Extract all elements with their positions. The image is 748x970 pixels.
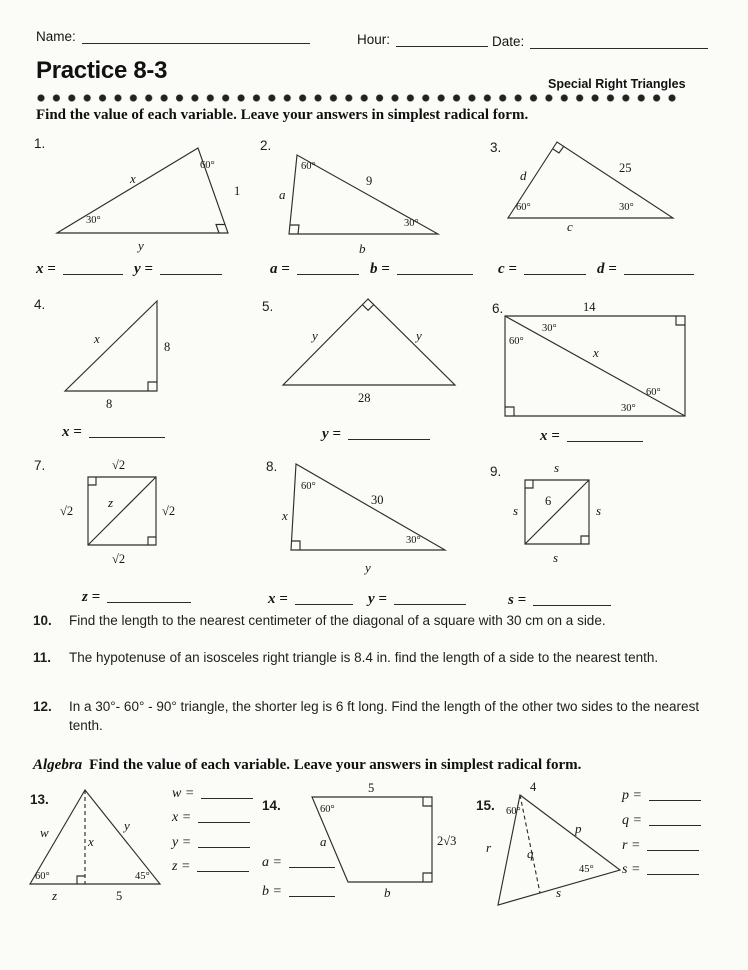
answer-15r: [622, 836, 699, 854]
problem-7-figure: [28, 453, 213, 583]
page-title: Practice 8-3: [36, 57, 168, 84]
answer-label: y =: [322, 426, 341, 442]
side-label: a: [320, 834, 327, 849]
dotted-divider: [36, 93, 678, 103]
answer-1x: [36, 260, 123, 278]
answer-6x: [540, 427, 643, 445]
hour-blank: [396, 33, 488, 47]
hour-label: Hour:: [357, 32, 391, 47]
side-label: w: [40, 825, 49, 840]
problem-5-number: 5.: [262, 299, 274, 314]
side-label: s: [554, 460, 560, 475]
problem-5-figure: [256, 288, 471, 410]
side-label: x: [282, 508, 288, 523]
answer-blank: [397, 262, 473, 275]
date-blank: [530, 35, 708, 49]
side-label: √2: [60, 504, 74, 518]
answer-blank: [198, 810, 250, 823]
answer-7z: [82, 588, 191, 606]
diagonal-label: 6: [545, 494, 552, 508]
problem-15-number: 15.: [476, 798, 495, 813]
right-angle-mark: [423, 797, 432, 806]
right-angle-mark: [148, 537, 156, 545]
answer-1y: [134, 260, 222, 278]
problem-2-figure: [256, 133, 471, 261]
diagonal-label: z: [108, 495, 114, 510]
side-label: d: [520, 168, 527, 183]
side-label: r: [486, 840, 492, 855]
side-label: √2: [112, 552, 126, 566]
side-label: a: [279, 187, 286, 202]
problem-11-text: The hypotenuse of an isosceles right triangle is 8.4 in. find the length of a side to the nearest tenth.: [69, 650, 659, 665]
answer-label: r =: [622, 838, 641, 853]
angle-label: 60°: [301, 161, 316, 172]
problem-14-number: 14.: [262, 798, 281, 813]
problem-11: [33, 649, 701, 668]
problem-4-number: 4.: [34, 297, 46, 312]
problem-12-number: 12.: [33, 699, 52, 714]
right-angle-mark: [676, 316, 685, 325]
angle-label: 60°: [35, 871, 50, 882]
side-label: s: [556, 885, 562, 900]
right-angle-mark: [581, 536, 589, 544]
right-angle-mark: [505, 407, 514, 416]
side-label: 30: [371, 493, 384, 507]
side-label: 25: [619, 161, 632, 175]
angle-label: 30°: [404, 218, 419, 229]
problem-12: [33, 698, 725, 736]
side-label: y: [138, 238, 144, 253]
right-angle-mark: [553, 146, 564, 153]
side-label: 4: [530, 780, 537, 794]
hour-field: [357, 31, 488, 49]
answer-blank: [295, 592, 353, 605]
problem-10-number: 10.: [33, 613, 52, 628]
angle-label: 45°: [135, 871, 150, 882]
problem-10-text: Find the length to the nearest centimeter of the diagonal of a square with 30 cm on a side.: [69, 613, 606, 628]
answer-4x: [62, 423, 165, 441]
date-label: Date:: [492, 34, 525, 49]
answer-15p: [622, 786, 701, 804]
answer-blank: [348, 427, 430, 440]
dashed-segment: [520, 795, 540, 893]
answer-13y: [172, 833, 250, 851]
right-angle-mark: [292, 541, 300, 550]
side-label: √2: [162, 504, 176, 518]
name-blank: [82, 30, 310, 44]
problem-12-text: In a 30°- 60° - 90° triangle, the shorter leg is 6 ft long. Find the length of the other two sides to the nearest tenth.: [69, 699, 700, 733]
altitude-label: x: [88, 834, 94, 849]
diagonal-line: [88, 477, 156, 545]
answer-blank: [197, 859, 249, 872]
name-field: [36, 28, 310, 46]
answer-label: y =: [172, 835, 192, 850]
side-label: 28: [358, 391, 371, 405]
answer-label: a =: [262, 855, 282, 870]
right-angle-mark: [423, 873, 432, 882]
right-angle-mark: [148, 382, 157, 391]
problem-13-number: 13.: [30, 792, 49, 807]
answer-blank: [289, 855, 335, 868]
right-angle-mark: [88, 477, 96, 485]
answer-5y: [322, 425, 430, 443]
answer-blank: [107, 590, 191, 603]
angle-label: 60°: [506, 806, 521, 817]
angle-label: 30°: [619, 202, 634, 213]
side-label: b: [384, 885, 391, 900]
algebra-instructions: [33, 757, 581, 774]
answer-label: b =: [370, 261, 390, 277]
right-angle-mark: [290, 225, 299, 234]
answer-blank: [647, 862, 699, 875]
angle-label: 30°: [621, 403, 636, 414]
problem-3-figure: [483, 130, 698, 234]
side-label: s: [553, 550, 559, 565]
answer-blank: [63, 262, 123, 275]
side-label: 9: [366, 174, 373, 188]
answer-blank: [297, 262, 359, 275]
problem-6-number: 6.: [492, 301, 504, 316]
answer-label: z =: [172, 859, 191, 874]
side-label: 8: [106, 397, 113, 411]
problem-9-number: 9.: [490, 464, 502, 479]
side-label: √2: [112, 458, 126, 472]
problem-6-figure: [488, 298, 700, 426]
side-label: p: [575, 821, 582, 836]
answer-blank: [567, 429, 643, 442]
answer-8y: [368, 590, 466, 608]
side-label: y: [416, 328, 422, 343]
side-label: x: [130, 171, 136, 186]
angle-label: 30°: [542, 323, 557, 334]
name-label: Name:: [36, 29, 76, 44]
right-angle-mark: [525, 480, 533, 488]
instructions: Find the value of each variable. Leave your answers in simplest radical form.: [36, 107, 529, 123]
problem-2-number: 2.: [260, 138, 272, 153]
side-label: 14: [583, 300, 596, 314]
base-label: z: [52, 888, 58, 903]
triangle-outline: [65, 301, 157, 391]
angle-label: 30°: [86, 215, 101, 226]
side-label: y: [312, 328, 318, 343]
triangle-outline: [283, 299, 455, 385]
answer-15q: [622, 811, 701, 829]
answer-13w: [172, 784, 253, 802]
problem-15-figure: [472, 780, 642, 920]
answer-2a: [270, 260, 359, 278]
answer-blank: [289, 884, 335, 897]
answer-blank: [201, 786, 253, 799]
answer-label: x =: [62, 424, 82, 440]
answer-label: w =: [172, 786, 195, 801]
triangle-outline: [291, 464, 445, 550]
problem-9-figure: [483, 453, 648, 575]
dashed-label: q: [527, 846, 534, 861]
problem-3-number: 3.: [490, 140, 502, 155]
answer-14b: [262, 882, 335, 900]
triangle-outline: [30, 790, 160, 884]
side-label: 1: [234, 184, 241, 198]
answer-3c: [498, 260, 586, 278]
side-label: s: [513, 503, 519, 518]
side-label: 2√3: [437, 834, 457, 848]
answer-9s: [508, 591, 611, 609]
answer-8x: [268, 590, 353, 608]
side-label: c: [567, 219, 573, 234]
answer-label: s =: [622, 862, 641, 877]
angle-label: 60°: [301, 481, 316, 492]
problem-4-figure: [28, 293, 218, 415]
angle-label: 30°: [406, 535, 421, 546]
angle-label: 60°: [646, 387, 661, 398]
right-angle-mark: [362, 305, 373, 311]
problem-11-number: 11.: [33, 650, 52, 665]
answer-3d: [597, 260, 694, 278]
answer-blank: [649, 788, 701, 801]
right-angle-mark: [77, 876, 85, 884]
answer-label: x =: [268, 591, 288, 607]
answer-14a: [262, 853, 335, 871]
answer-13x: [172, 808, 250, 826]
answer-label: s =: [508, 592, 527, 608]
angle-label: 60°: [200, 160, 215, 171]
angle-label: 60°: [516, 202, 531, 213]
triangle-outline: [508, 142, 673, 218]
problem-1-number: 1.: [34, 136, 46, 151]
answer-label: y =: [134, 261, 153, 277]
answer-15s: [622, 860, 699, 878]
answer-blank: [533, 593, 611, 606]
problem-8-figure: [258, 453, 473, 578]
angle-label: 45°: [579, 864, 594, 875]
answer-label: b =: [262, 884, 282, 899]
problem-7-number: 7.: [34, 458, 46, 473]
diagonal-line: [525, 480, 589, 544]
date-field: [492, 33, 708, 51]
answer-13z: [172, 857, 249, 875]
angle-label: 60°: [320, 804, 335, 815]
side-label: 5: [368, 781, 375, 795]
answer-blank: [160, 262, 222, 275]
answer-label: y =: [368, 591, 387, 607]
answer-blank: [647, 838, 699, 851]
algebra-text: Find the value of each variable. Leave your answers in simplest radical form.: [89, 757, 582, 773]
diagonal-line: [505, 316, 685, 416]
angle-label: 60°: [509, 336, 524, 347]
side-label: 8: [164, 340, 171, 354]
answer-label: x =: [36, 261, 56, 277]
right-angle-mark: [216, 225, 225, 234]
side-label: b: [359, 241, 366, 256]
answer-label: d =: [597, 261, 617, 277]
answer-label: a =: [270, 261, 290, 277]
answer-blank: [524, 262, 586, 275]
side-label: s: [596, 503, 602, 518]
answer-blank: [198, 835, 250, 848]
answer-blank: [89, 425, 165, 438]
answer-label: q =: [622, 813, 642, 828]
problem-10: [33, 612, 723, 631]
answer-label: p =: [622, 788, 642, 803]
problem-13-figure: [20, 778, 172, 916]
problem-1-figure: [30, 133, 270, 255]
answer-label: x =: [540, 428, 560, 444]
diagonal-label: x: [593, 345, 599, 360]
side-label: y: [365, 560, 371, 575]
answer-blank: [394, 592, 466, 605]
answer-blank: [649, 813, 701, 826]
side-label: y: [124, 818, 130, 833]
answer-label: c =: [498, 261, 517, 277]
base-label: 5: [116, 889, 123, 903]
answer-2b: [370, 260, 473, 278]
answer-blank: [624, 262, 694, 275]
problem-8-number: 8.: [266, 459, 278, 474]
answer-label: z =: [82, 589, 101, 605]
side-label: x: [94, 331, 100, 346]
algebra-keyword: Algebra: [33, 757, 83, 773]
answer-label: x =: [172, 810, 192, 825]
page-subtitle: Special Right Triangles: [548, 77, 686, 91]
